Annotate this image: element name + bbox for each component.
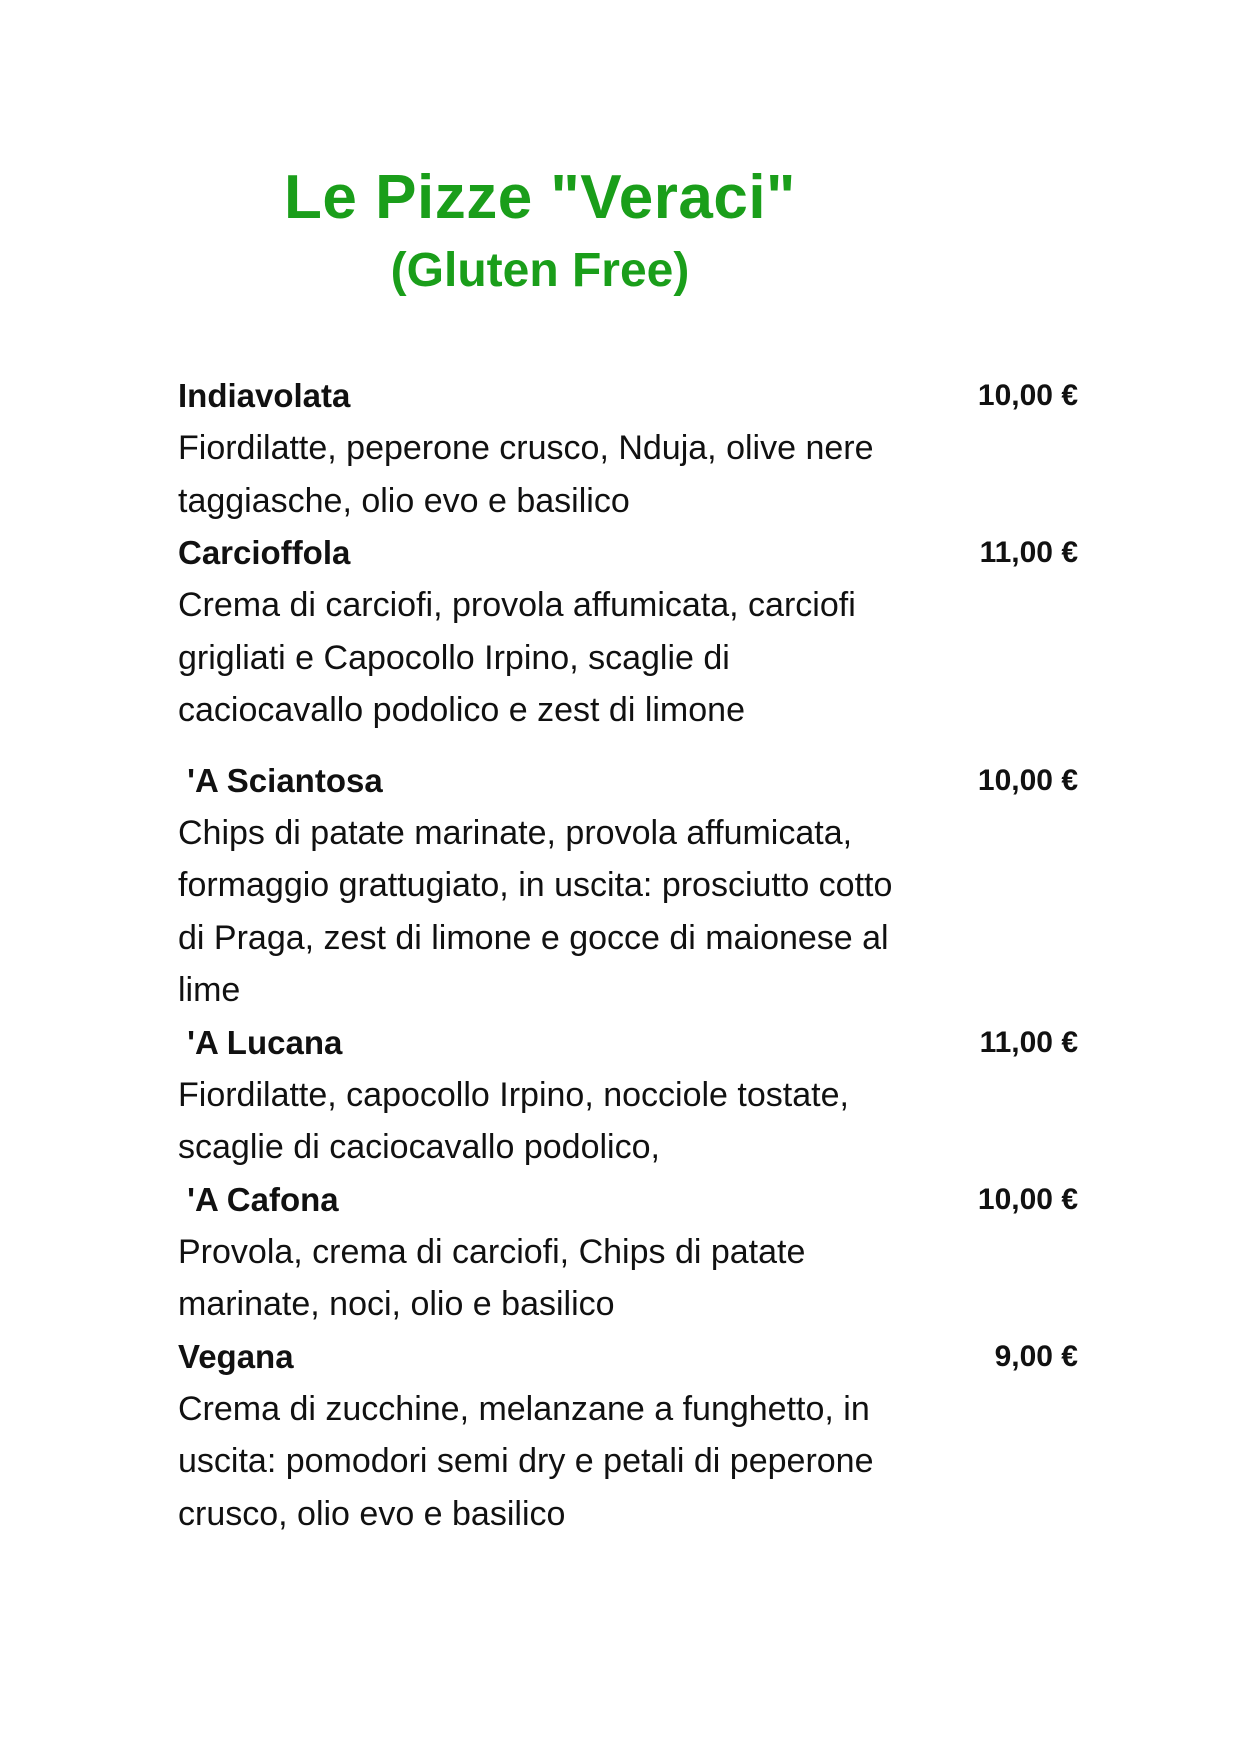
menu-item-a-sciantosa bbox=[178, 755, 1078, 1017]
item-price: 11,00 € bbox=[979, 1025, 1078, 1059]
menu-item-carcioffola bbox=[178, 527, 1078, 737]
item-name: Vegana bbox=[178, 1337, 294, 1375]
item-name: 'A Cafona bbox=[178, 1180, 339, 1218]
menu-item-a-cafona bbox=[178, 1174, 1078, 1331]
item-name: Carcioffola bbox=[178, 534, 351, 571]
menu-item-a-lucana bbox=[178, 1017, 1078, 1174]
item-name: Indiavolata bbox=[178, 377, 351, 414]
page-title: Le Pizze "Veraci" bbox=[284, 163, 796, 232]
pizza-menu-list bbox=[178, 370, 1078, 1540]
item-description: Fiordilatte, peperone crusco, Nduja, olive nere taggiasche, olio evo e basilico bbox=[178, 429, 874, 520]
menu-item-indiavolata bbox=[178, 370, 1078, 527]
menu-item-vegana bbox=[178, 1331, 1078, 1541]
item-name: 'A Lucana bbox=[178, 1023, 343, 1061]
menu-header bbox=[0, 160, 1080, 302]
item-price: 10,00 € bbox=[977, 1182, 1078, 1216]
item-description: Fiordilatte, capocollo Irpino, nocciole tostate, scaglie di caciocavallo podolico, bbox=[178, 1075, 849, 1166]
item-name: 'A Sciantosa bbox=[178, 761, 383, 799]
item-description: Chips di patate marinate, provola affumicata, formaggio grattugiato, in uscita: prosciutto cotto di Praga, zest di limone e gocce di maionese al lime bbox=[178, 813, 893, 1009]
item-price: 11,00 € bbox=[979, 536, 1078, 569]
item-description: Crema di zucchine, melanzane a funghetto, in uscita: pomodori semi dry e petali di peperone crusco, olio evo e basilico bbox=[178, 1389, 874, 1533]
item-description: Crema di carciofi, provola affumicata, carciofi grigliati e Capocollo Irpino, scaglie di caciocavallo podolico e zest di limone bbox=[178, 586, 856, 729]
item-description: Provola, crema di carciofi, Chips di patate marinate, noci, olio e basilico bbox=[178, 1232, 806, 1323]
item-price: 10,00 € bbox=[977, 379, 1078, 412]
item-price: 9,00 € bbox=[994, 1339, 1078, 1373]
item-price: 10,00 € bbox=[977, 763, 1078, 797]
page-subtitle: (Gluten Free) bbox=[390, 244, 690, 297]
